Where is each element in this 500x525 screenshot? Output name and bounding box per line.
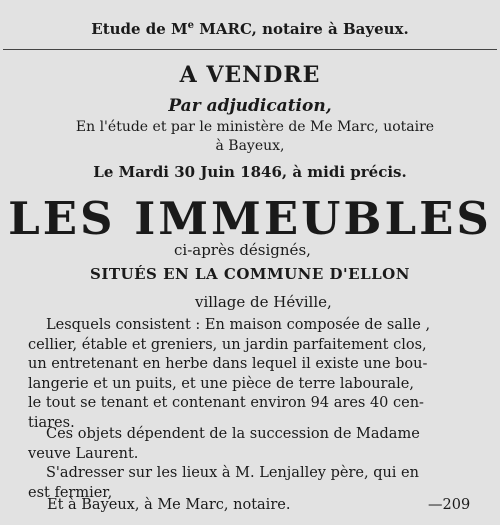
etude-line-1: En l'étude et par le ministère de Me Marc, uotaire [75, 119, 435, 135]
notice-subtitle: Par adjudication, [168, 96, 332, 116]
paragraph-line: Lesquels consistent : En maison composée de salle , [46, 317, 431, 333]
paragraph-line: veuve Laurent. [28, 445, 139, 462]
big-title: LES IMMEUBLES [8, 192, 492, 245]
paragraph-line: cellier, étable et greniers, un jardin parfaitement clos, [28, 336, 427, 353]
description-paragraph [28, 316, 483, 433]
notice-title: A VENDRE [179, 62, 321, 88]
paragraph-line: Ces objets dépendent de la succession de Madame [46, 426, 420, 442]
header-text-b: MARC, notaire à Bayeux. [194, 20, 409, 38]
village-line: village de Héville, [195, 293, 332, 311]
paragraph-line: langerie et un puits, et une pièce de terre labourale, [28, 375, 414, 392]
paragraph-line: S'adresser sur les lieux à M. Lenjalley père, qui en [46, 465, 419, 481]
sale-date: Le Mardi 30 Juin 1846, à midi précis. [93, 163, 407, 181]
commune-line: SITUÉS EN LA COMMUNE D'ELLON [90, 265, 410, 283]
header-text-a: Etude de M [91, 20, 188, 38]
header-divider [3, 49, 497, 50]
header-sup: e [187, 20, 195, 31]
paragraph-line: un entretenant en herbe dans lequel il existe une bou- [28, 356, 428, 372]
paragraph-line: le tout se tenant et contenant environ 94 ares 40 cen- [28, 395, 424, 411]
reference-number: —209 [428, 497, 471, 513]
succession-paragraph [28, 425, 483, 464]
closing-line: Et à Bayeux, à Me Marc, notaire. [47, 497, 291, 513]
etude-line-2: à Bayeux, [215, 138, 285, 154]
paragraph-line: est fermier, [28, 484, 113, 501]
designes-line: ci-après désignés, [174, 241, 311, 259]
notary-header [0, 20, 500, 38]
paragraph-line: tiares. [28, 414, 75, 431]
